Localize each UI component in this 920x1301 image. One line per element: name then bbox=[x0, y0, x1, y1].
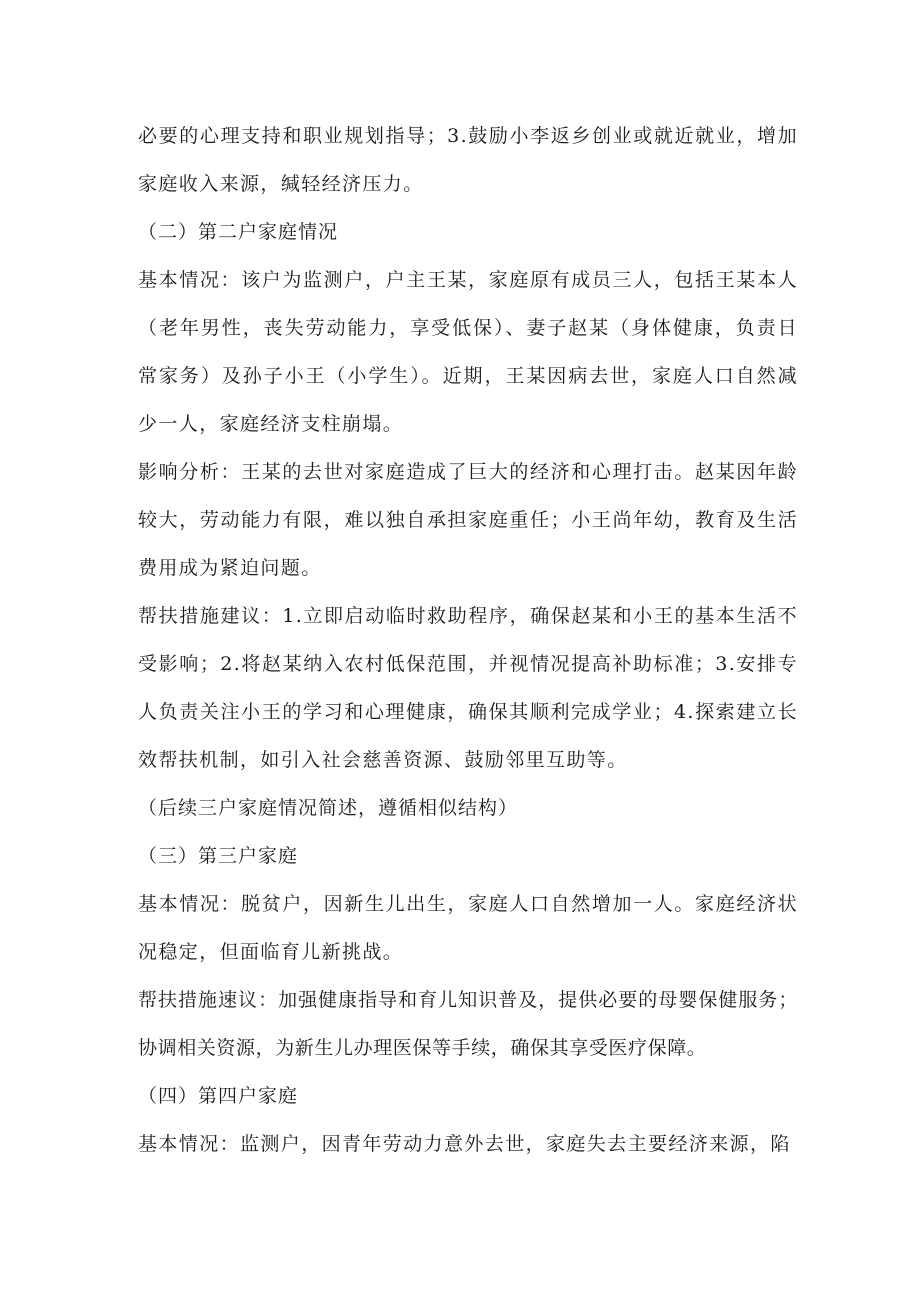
paragraph-continuation: 必要的心理支持和职业规划指导；3.鼓励小李返乡创业或就近就业，增加家庭收入来源，缄轻经济压力。 bbox=[138, 125, 798, 195]
paragraph-assistance-measures-3: 帮扶措施速议：加强健康指导和育儿知识普及，提供必要的母婴保健服务；协调相关资源，为新生儿办理医保等手续，确保其享受医疗保障。 bbox=[138, 989, 798, 1059]
note-following-households: （后续三户家庭情况简述，遵循相似结构） bbox=[138, 797, 519, 819]
paragraph-basic-situation-2: 基本情况：该户为监测户，户主王某，家庭原有成员三人，包括王某本人（老年男性，丧失劳动能力，享受低保）、妻子赵某（身体健康，负责日常家务）及孙子小王（小学生）。近期，王某因病去世，家庭人口自然减少一人，家庭经济支柱崩塌。 bbox=[138, 269, 798, 435]
section-heading-fourth-household: （四）第四户家庭 bbox=[138, 1085, 299, 1107]
section-heading-second-household: （二）第二户家庭情况 bbox=[138, 221, 339, 243]
paragraph-impact-analysis-2: 影响分析：王某的去世对家庭造成了巨大的经济和心理打击。赵某因年龄较大，劳动能力有限，难以独自承担家庭重任；小王尚年幼，教育及生活费用成为紧迫问题。 bbox=[138, 461, 798, 579]
document-body bbox=[138, 112, 798, 1168]
paragraph-assistance-measures-2: 帮扶措施建议：1.立即启动临时救助程序，确保赵某和小王的基本生活不受影响；2.将赵某纳入农村低保范围，并视情况提高补助标准；3.安排专人负责关注小王的学习和心理健康，确保其顺利完成学业；4.探索建立长效帮扶机制，如引入社会慈善资源、鼓励邻里互助等。 bbox=[138, 605, 798, 771]
paragraph-basic-situation-4: 基本情况：监测户，因青年劳动力意外去世，家庭失去主要经济来源，陷 bbox=[138, 1133, 791, 1155]
section-heading-third-household: （三）第三户家庭 bbox=[138, 845, 299, 867]
paragraph-basic-situation-3: 基本情况：脱贫户，因新生儿出生，家庭人口自然增加一人。家庭经济状况稳定，但面临育儿新挑战。 bbox=[138, 893, 798, 963]
